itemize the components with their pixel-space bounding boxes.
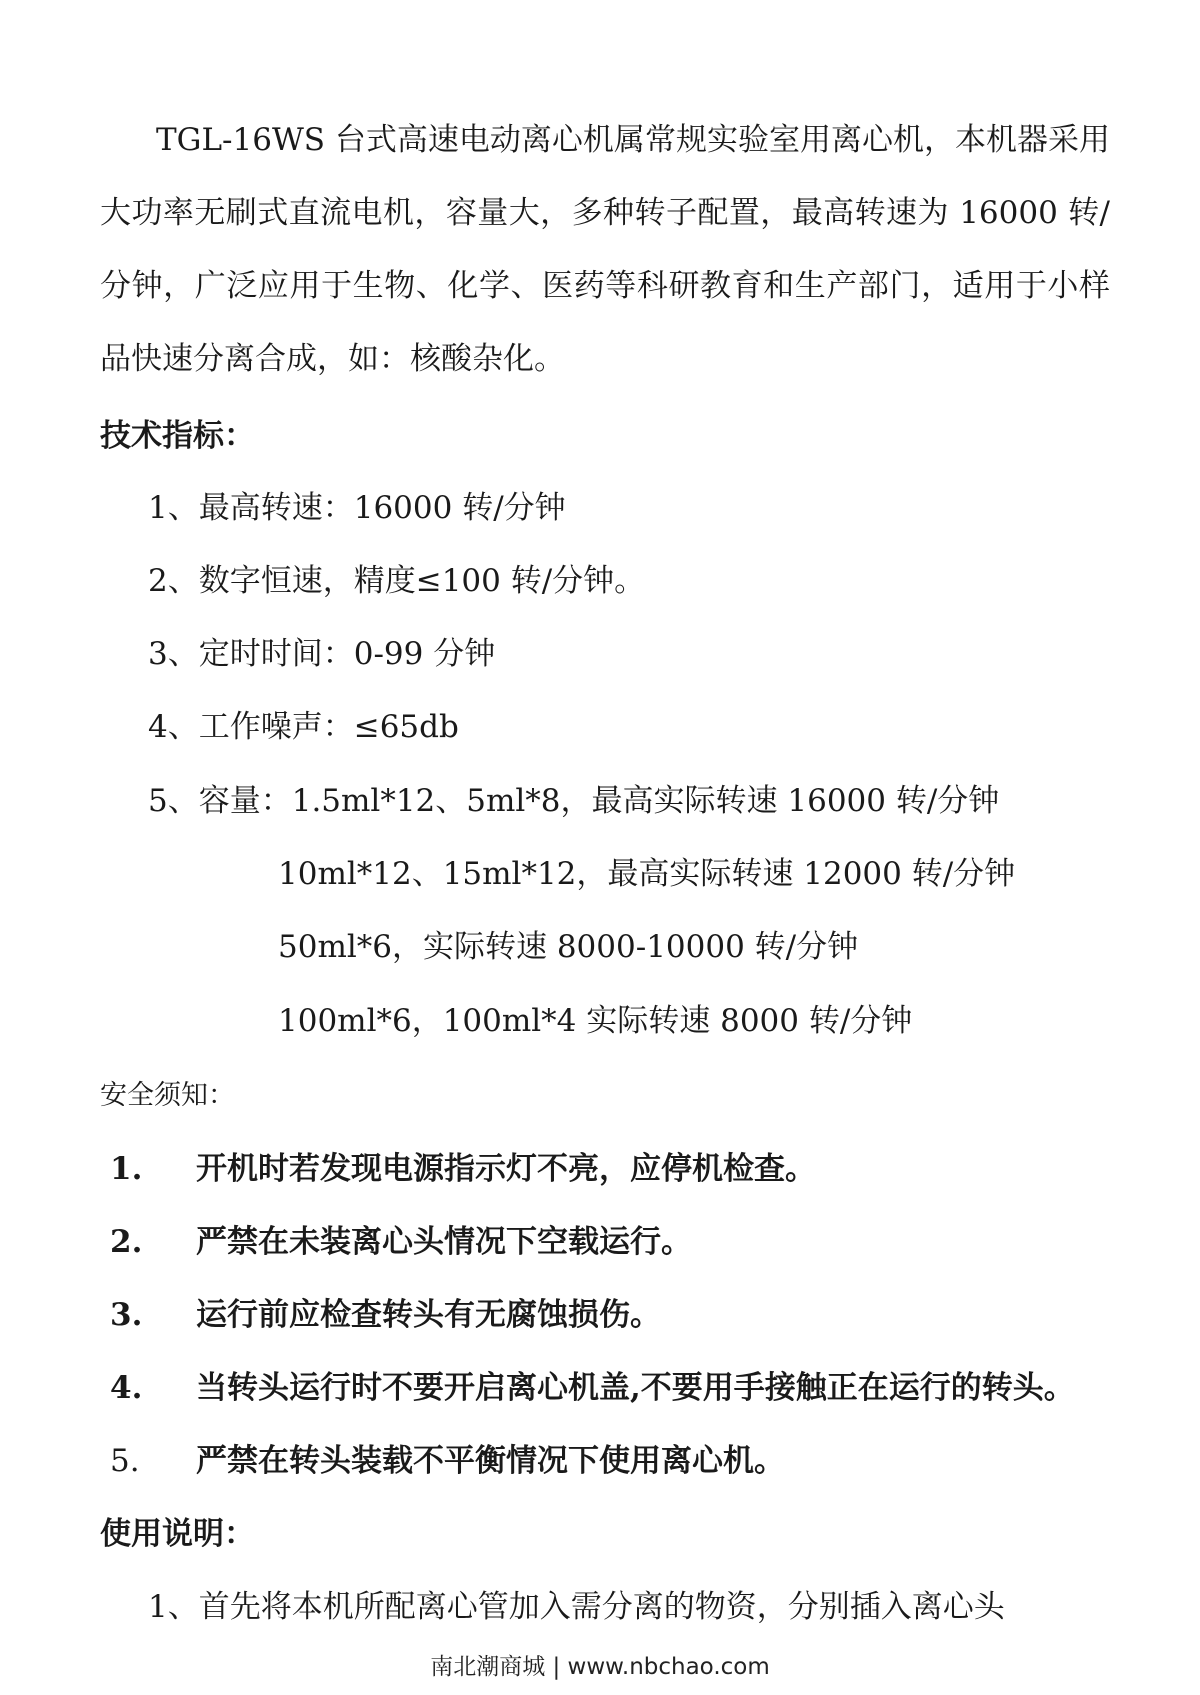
safety-heading: 安全须知： bbox=[100, 1080, 235, 1111]
spec-item-2: 2、数字恒速，精度≤100 转/分钟。 bbox=[148, 563, 646, 599]
spec-item-3: 3、定时时间：0-99 分钟 bbox=[148, 636, 496, 672]
safety-item-number: 4. bbox=[110, 1370, 143, 1406]
safety-item-text: 开机时若发现电源指示灯不亮，应停机检查。 bbox=[196, 1151, 816, 1187]
usage-heading: 使用说明： bbox=[100, 1516, 255, 1552]
capacity-line-3: 100ml*6，100ml*4 实际转速 8000 转/分钟 bbox=[278, 1003, 913, 1039]
safety-item-text: 严禁在转头装载不平衡情况下使用离心机。 bbox=[196, 1443, 785, 1479]
capacity-line-1: 10ml*12、15ml*12，最高实际转速 12000 转/分钟 bbox=[278, 856, 1016, 892]
safety-item-2 bbox=[110, 1216, 692, 1261]
spec-item-5: 5、容量：1.5ml*12、5ml*8，最高实际转速 16000 转/分钟 bbox=[148, 783, 1000, 819]
safety-item-number: 2. bbox=[110, 1224, 143, 1260]
usage-item-1: 1、首先将本机所配离心管加入需分离的物资，分别插入离心头 bbox=[148, 1589, 1005, 1625]
intro-paragraph: TGL-16WS 台式高速电动离心机属常规实验室用离心机，本机器采用大功率无刷式直流电机，容量大，多种转子配置，最高转速为 16000 转/分钟，广泛应用于生物、化学、医药等科研教育和生产部门，适用于小样品快速分离合成，如：核酸杂化。 bbox=[100, 122, 1110, 377]
safety-item-text: 严禁在未装离心头情况下空载运行。 bbox=[196, 1224, 692, 1260]
spec-item-1: 1、最高转速：16000 转/分钟 bbox=[148, 490, 566, 526]
footer-site-label: 南北潮商城 | www.nbchao.com bbox=[430, 1654, 770, 1680]
safety-item-text: 当转头运行时不要开启离心机盖,不要用手接触正在运行的转头。 bbox=[196, 1370, 1075, 1406]
safety-item-5 bbox=[110, 1435, 785, 1480]
safety-item-number: 1. bbox=[110, 1151, 143, 1187]
safety-item-4 bbox=[110, 1362, 1075, 1407]
safety-item-number: 5. bbox=[110, 1443, 140, 1479]
safety-item-3 bbox=[110, 1289, 661, 1334]
safety-item-number: 3. bbox=[110, 1297, 143, 1333]
spec-item-4: 4、工作噪声：≤65db bbox=[148, 709, 459, 745]
capacity-line-2: 50ml*6，实际转速 8000-10000 转/分钟 bbox=[278, 929, 859, 965]
specs-heading: 技术指标： bbox=[100, 418, 255, 454]
safety-item-1 bbox=[110, 1143, 816, 1188]
safety-item-text: 运行前应检查转头有无腐蚀损伤。 bbox=[196, 1297, 661, 1333]
